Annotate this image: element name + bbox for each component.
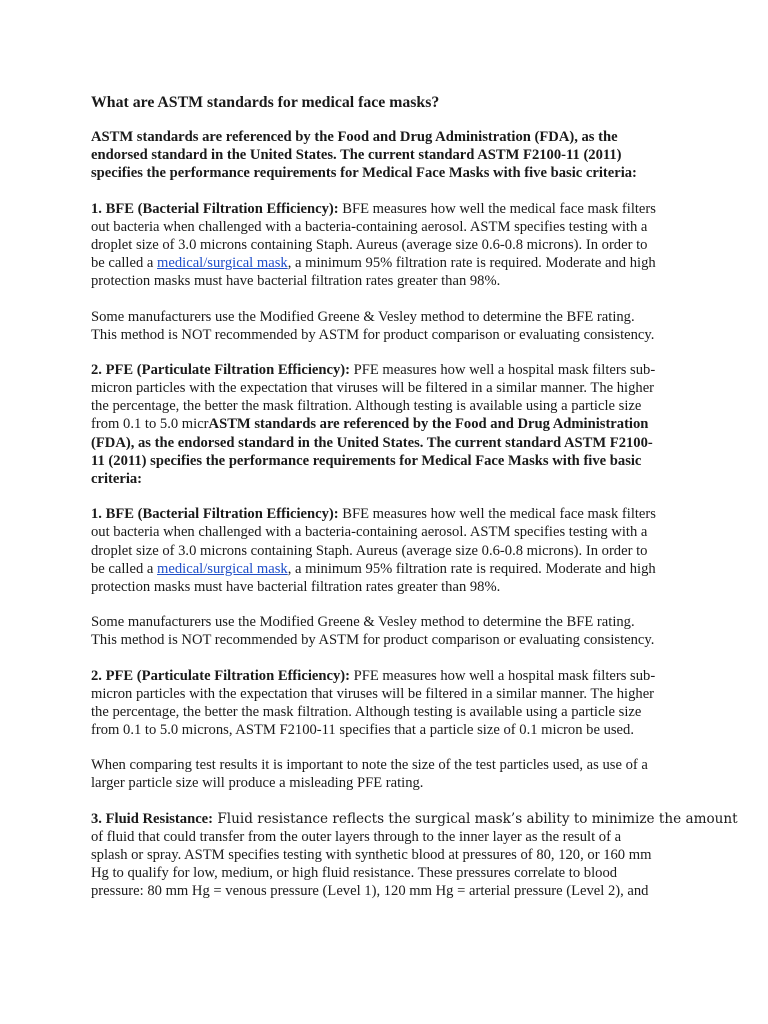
intro-line: specifies the performance requirements for Medical Face Masks with five basic criteria: [91, 165, 637, 182]
pfe-paragraph [91, 667, 681, 740]
medical-surgical-mask-link[interactable]: medical/surgical mask [157, 255, 288, 272]
bfe-label: 1. BFE (Bacterial Filtration Efficiency): [91, 506, 339, 523]
pfe-label: 2. PFE (Particulate Filtration Efficiency): [91, 361, 350, 378]
paragraph-text: ASTM standards are referenced by the Food and Drug Administration [208, 416, 649, 433]
paragraph-text: out bacteria when challenged with a bacteria-containing aerosol. ASTM specifies testing with a [91, 218, 648, 235]
paragraph-text: larger particle size will produce a misleading PFE rating. [91, 775, 424, 792]
fluid-resistance-paragraph [91, 810, 738, 901]
greene-vesley-paragraph [91, 613, 681, 649]
paragraph-text: pressure: 80 mm Hg = venous pressure (Level 1), 120 mm Hg = arterial pressure (Level 2), and [91, 883, 649, 900]
paragraph-text: protection masks must have bacterial filtration rates greater than 98%. [91, 578, 501, 595]
paragraph-text: PFE measures how well a hospital mask filters sub- [349, 667, 656, 684]
paragraph-text: Fluid resistance reflects the surgical mask’s ability to minimize the amount [213, 810, 738, 827]
bfe-paragraph [91, 200, 681, 291]
document-page [91, 93, 738, 901]
paragraph-text: This method is NOT recommended by ASTM for product comparison or evaluating consistency. [91, 632, 655, 649]
paragraph-text: of fluid that could transfer from the outer layers through to the inner layer as the result of a [91, 828, 622, 845]
paragraph-text: from 0.1 to 5.0 microns, ASTM F2100-11 specifies that a particle size of 0.1 micron be used. [91, 722, 634, 739]
paragraph-text: micron particles with the expectation that viruses will be filtered in a similar manner. The higher [91, 685, 655, 702]
intro-line: ASTM standards are referenced by the Food and Drug Administration (FDA), as the [91, 129, 618, 145]
greene-vesley-paragraph [91, 308, 681, 344]
paragraph-text: BFE measures how well the medical face mask filters [338, 506, 656, 523]
paragraph-text: be called a [91, 560, 158, 577]
paragraph-text: 11 (2011) specifies the performance requirements for Medical Face Masks with five basic [91, 452, 642, 469]
paragraph-text: PFE measures how well a hospital mask filters sub- [349, 361, 656, 378]
medical-surgical-mask-link[interactable]: medical/surgical mask [157, 560, 288, 577]
intro-paragraph [91, 128, 681, 183]
paragraph-text: , a minimum 95% filtration rate is required. Moderate and high [287, 560, 656, 577]
paragraph-text: Hg to qualify for low, medium, or high fluid resistance. These pressures correlate to blood [91, 865, 618, 882]
paragraph-text: (FDA), as the endorsed standard in the United States. The current standard ASTM F2100- [91, 434, 653, 451]
paragraph-text: from 0.1 to 5.0 micr [91, 416, 209, 433]
pfe-label: 2. PFE (Particulate Filtration Efficiency): [91, 667, 350, 684]
paragraph-text: , a minimum 95% filtration rate is required. Moderate and high [287, 255, 656, 272]
paragraph-text: the percentage, the better the mask filtration. Although testing is available using a particle size [91, 398, 642, 415]
pfe-paragraph [91, 361, 681, 488]
paragraph-text: This method is NOT recommended by ASTM for product comparison or evaluating consistency. [91, 326, 655, 343]
comparing-results-paragraph [91, 756, 681, 792]
paragraph-text: droplet size of 3.0 microns containing Staph. Aureus (average size 0.6-0.8 microns). In order to [91, 542, 648, 559]
paragraph-text: splash or spray. ASTM specifies testing with synthetic blood at pressures of 80, 120, or 160 mm [91, 847, 652, 863]
paragraph-text: droplet size of 3.0 microns containing Staph. Aureus (average size 0.6-0.8 microns). In order to [91, 236, 648, 253]
paragraph-text: criteria: [91, 471, 143, 487]
paragraph-text: out bacteria when challenged with a bacteria-containing aerosol. ASTM specifies testing with a [91, 524, 648, 541]
bfe-paragraph [91, 505, 681, 596]
paragraph-text: BFE measures how well the medical face mask filters [338, 200, 656, 217]
paragraph-text: When comparing test results it is important to note the size of the test particles used, as use of a [91, 757, 648, 774]
bfe-label: 1. BFE (Bacterial Filtration Efficiency): [91, 200, 339, 217]
intro-line: endorsed standard in the United States. The current standard ASTM F2100-11 (2011) [91, 147, 622, 164]
paragraph-text: be called a [91, 255, 158, 272]
fluid-resistance-label: 3. Fluid Resistance: [91, 810, 214, 827]
paragraph-text: micron particles with the expectation that viruses will be filtered in a similar manner. The higher [91, 380, 655, 397]
paragraph-text: protection masks must have bacterial filtration rates greater than 98%. [91, 273, 501, 290]
page-title: What are ASTM standards for medical face masks? [91, 94, 440, 111]
paragraph-text: Some manufacturers use the Modified Greene & Vesley method to determine the BFE rating. [91, 308, 635, 325]
paragraph-text: the percentage, the better the mask filtration. Although testing is available using a particle size [91, 703, 642, 720]
paragraph-text: Some manufacturers use the Modified Greene & Vesley method to determine the BFE rating. [91, 614, 635, 631]
